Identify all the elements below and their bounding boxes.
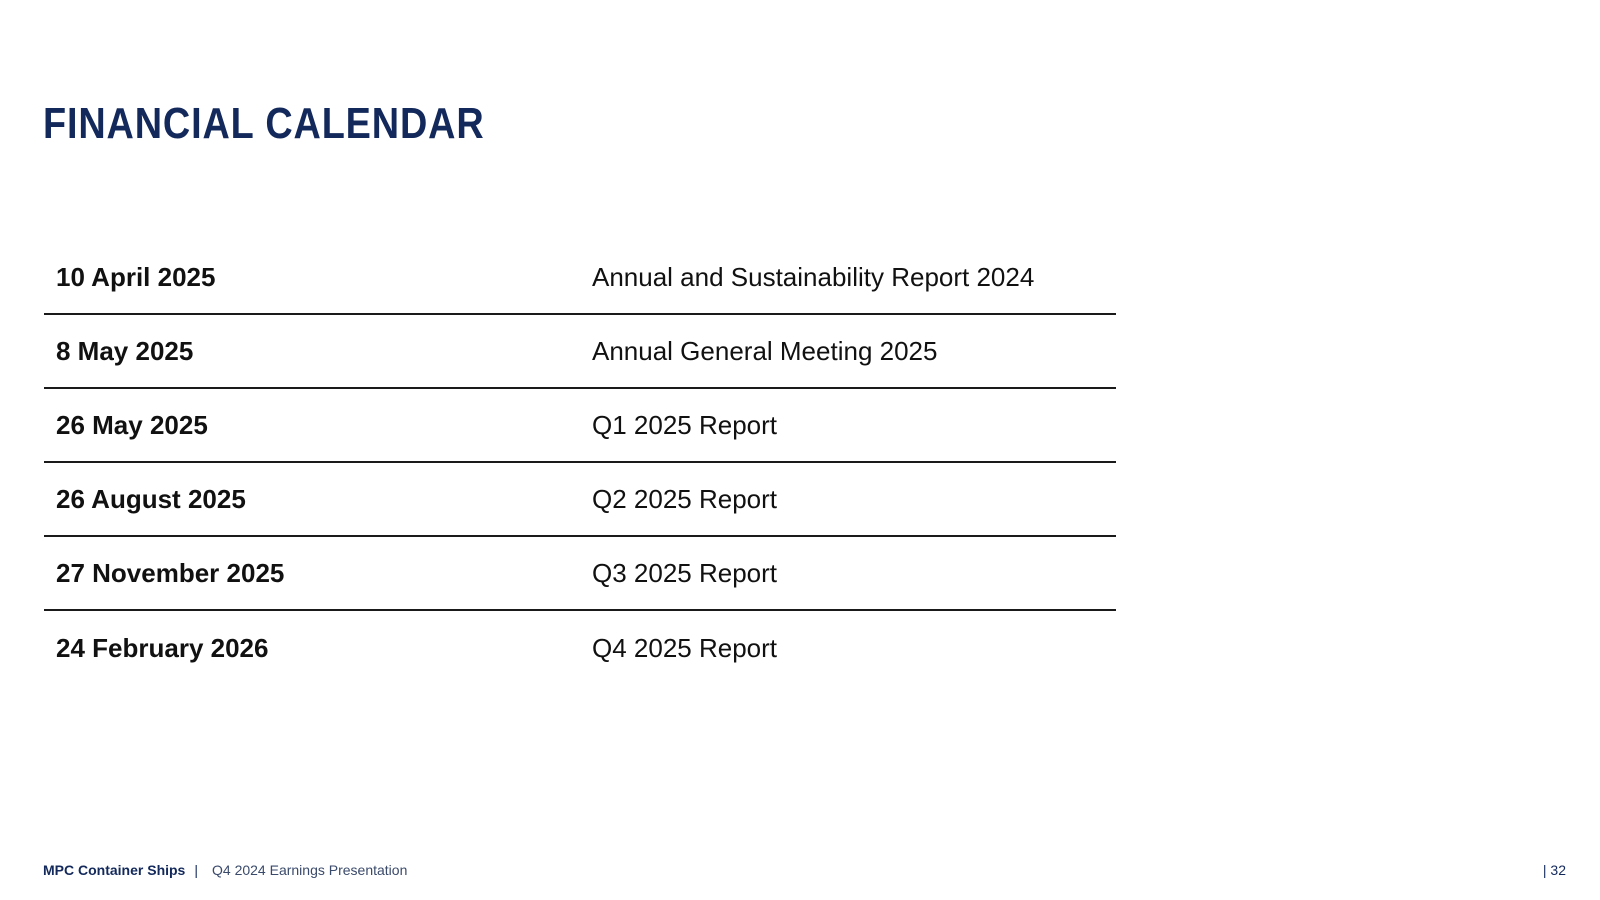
financial-calendar-table (44, 241, 1116, 685)
calendar-event: Annual and Sustainability Report 2024 (592, 261, 1035, 292)
calendar-date: 24 February 2026 (56, 632, 269, 663)
calendar-event: Q1 2025 Report (592, 409, 778, 440)
footer-company-name: MPC Container Ships (43, 862, 186, 878)
calendar-row (44, 537, 1116, 611)
footer (43, 862, 407, 878)
calendar-date: 26 May 2025 (56, 409, 208, 440)
calendar-event: Annual General Meeting 2025 (592, 335, 938, 366)
footer-presentation-title: Q4 2024 Earnings Presentation (212, 862, 408, 878)
page-number: | 32 (1542, 862, 1566, 878)
calendar-event: Q2 2025 Report (592, 483, 778, 514)
calendar-date: 27 November 2025 (56, 557, 285, 588)
calendar-row (44, 389, 1116, 463)
calendar-row (44, 315, 1116, 389)
page-title: FINANCIAL CALENDAR (43, 99, 485, 148)
calendar-row (44, 463, 1116, 537)
calendar-event: Q3 2025 Report (592, 557, 778, 588)
calendar-event: Q4 2025 Report (592, 632, 778, 663)
calendar-row (44, 241, 1116, 315)
calendar-date: 10 April 2025 (56, 261, 216, 292)
calendar-row (44, 611, 1116, 685)
calendar-date: 8 May 2025 (56, 335, 194, 366)
calendar-date: 26 August 2025 (56, 483, 246, 514)
footer-separator: | (194, 862, 198, 878)
